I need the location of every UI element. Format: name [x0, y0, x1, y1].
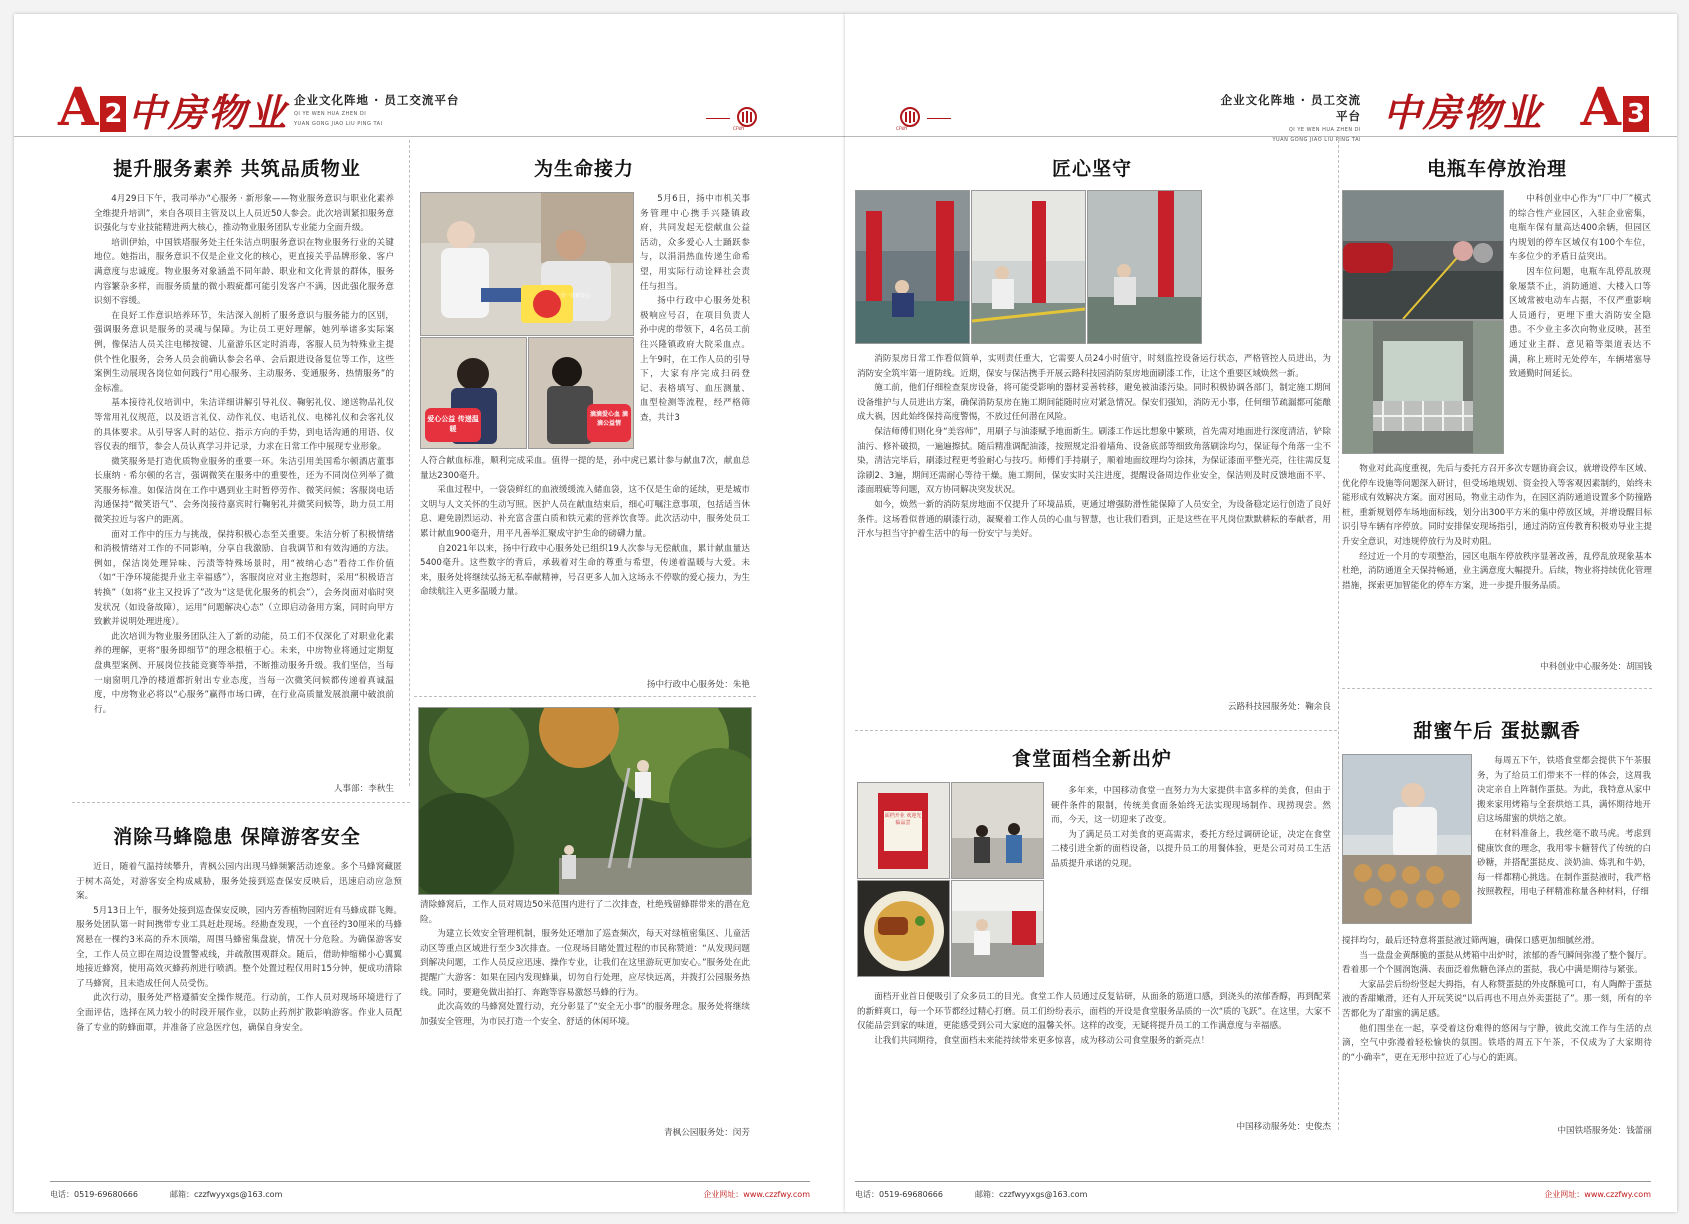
paragraph: 培训伊始，中国铁塔服务处主任朱洁点明服务意识在物业服务行业的关键地位。她指出，服务意识不仅是企业文化的核心，更直接关乎品牌形象、客户满意度与忠诚度。物业服务对象涵盖不同年龄、职业和文化背景的群体，服务内容繁杂多样，而服务质量的微小瑕疵都可能引发客户不满，因此强化服务意识刻不容缓。 [94, 237, 394, 307]
article-body-canteen [857, 990, 1331, 1048]
byline-relay: 扬中行政中心服务处：朱艳 [646, 680, 750, 690]
photo-ebike-parking-2 [1342, 320, 1504, 454]
paragraph: 因车位问题，电瓶车乱停乱放现象屡禁不止，消防通道、大楼入口等区域常被电动车占据，不仅严重影响人员通行，更埋下重大消防安全隐患。不少业主多次向物业反映，甚至通过业主群、意见箱等渠道表达不满，称上班时无处停车，车辆堵塞导致通勤时间延长。 [1509, 266, 1651, 380]
paragraph: 让我们共同期待，食堂面档未来能持续带来更多惊喜，成为移动公司食堂服务的新亮点！ [874, 1035, 1210, 1046]
column-divider [409, 140, 410, 786]
article-title-service: 提升服务素养 共筑品质物业 [113, 158, 361, 180]
page-number-mark [1580, 77, 1649, 138]
paragraph: 此次培训为物业服务团队注入了新的动能，员工们不仅深化了对职业化素养的理解，更将“服务即细节”的理念根植于心。未来，中房物业将通过定期复盘典型案例、开展岗位技能竞赛等举措，不断推动服务升级。我们坚信，当每一扇窗明几净的楼道都折射出专业态度，当每一次微笑问候都传递着真诚温度，中房物业必将以“心服务”赢得市场口碑，在行业高质量发展浪潮中破浪前行。 [94, 631, 394, 715]
article-title-relay: 为生命接力 [533, 158, 634, 180]
slogan-en-1: QI YE WEN HUA ZHEN DI [294, 111, 367, 117]
photo-sign-text: 一分一次献爱心 [555, 293, 591, 299]
masthead-rule [845, 136, 1677, 137]
company-logo-icon [897, 106, 923, 132]
paragraph: 搅拌均匀，最后还特意将蛋挞液过筛两遍，确保口感更加细腻丝滑。 [1342, 936, 1600, 946]
logo-caption: CFWY [896, 126, 908, 131]
byline-ebike: 中科创业中心服务处：胡国钱 [1540, 662, 1652, 672]
article-title-ebike: 电瓶车停放治理 [1426, 158, 1567, 180]
paragraph: 此次高效的马蜂窝处置行动，充分彰显了“安全无小事”的服务理念。服务处将继续加强安全管理，为市民打造一个安全、舒适的休闲环境。 [420, 1002, 750, 1027]
photo-pump-room-2 [971, 190, 1086, 344]
paragraph: 大家品尝后纷纷竖起大拇指，有人称赞蛋挞的外皮酥脆可口，有人陶醉于蛋挞液的香甜嫩滑，还有人开玩笑说“以后再也不用点外卖蛋挞了”。那一刻，所有的辛苦都化为了甜蜜的满足感。 [1342, 979, 1652, 1019]
paragraph: 在材料准备上，我丝毫不敢马虎。考虑到健康饮食的理念，我用零卡糖替代了传统的白砂糖，并搭配蛋挞皮、淡奶油、炼乳和牛奶，每一样都精心挑选。在制作蛋挞液时，我严格按照教程，用电子秤精准称量各种材料，仔细 [1477, 828, 1651, 898]
paragraph: 此次行动，服务处严格遵循安全操作规范。行动前，工作人员对现场环境进行了全面评估，选择在风力较小的时段开展作业，以防止药剂扩散影响游客。作业人员配备了专业的防蜂面罩，并准备了应急医疗包，确保自身安全。 [76, 993, 402, 1033]
article-body-craft [857, 352, 1331, 542]
article-title-craft: 匠心坚守 [1051, 158, 1132, 180]
section-divider [414, 696, 756, 697]
article-body-wasp-right [420, 898, 750, 1029]
photo-blood-donation-2 [420, 337, 527, 449]
photo-sign-text: 滴滴爱心血 滴滴公益情 [589, 411, 629, 427]
photo-pump-room-1 [855, 190, 970, 344]
article-title-wasp: 消除马蜂隐患 保障游客安全 [113, 826, 361, 848]
slogan-en-1: QI YE WEN HUA ZHEN DI [1288, 127, 1361, 133]
photo-sign-text: 面档开业 欢迎光临品尝 [884, 813, 922, 826]
footer-phone: 电话：0519-69680666 [855, 1190, 943, 1199]
photo-canteen-counter [951, 782, 1044, 879]
logo-caption: CFWY [733, 126, 745, 131]
article-title-canteen: 食堂面档全新出炉 [1011, 748, 1172, 770]
paragraph: 清除蜂窝后，工作人员对周边50米范围内进行了二次排查，杜绝残留蜂群带来的潜在危险。 [420, 900, 750, 925]
paragraph: 多年来，中国移动食堂一直努力为大家提供丰富多样的美食，但由于硬件条件的限制，传统美食面条始终无法实现现场制作、现捞现尝。然而，今天，这一切迎来了改变。 [1051, 786, 1331, 826]
paragraph: 他们围坐在一起，享受着这份难得的悠闲与宁静，彼此交流工作与生活的点滴，空气中弥漫着轻松愉快的氛围。铁塔的周五下午茶，不仅成为了大家期待的“小确幸”，更在无形中拉近了心与心的距离。 [1342, 1023, 1652, 1063]
paragraph: 为建立长效安全管理机制，服务处还增加了巡查频次，每天对绿植密集区、儿童活动区等重点区域进行至少3次排查。一位现场目睹处置过程的市民称赞道：“从发现问题到解决问题，工作人员反应迅速、操作专业，让我们在这里游玩更加安心。”服务处在此提醒广大游客：如果在园内发现蜂巢，切勿自行处理，应尽快远离，并拨打公园服务热线。同时，要避免做出拍打、奔跑等容易激怒马蜂的行为。 [420, 929, 750, 998]
photo-blood-donation-3 [528, 337, 634, 449]
article-body-ebike-side [1509, 192, 1651, 382]
footer-email: 邮箱：czzfwyyxgs@163.com [975, 1190, 1088, 1199]
page-a2 [14, 14, 846, 1212]
footer-a3 [855, 1181, 1651, 1204]
photo-sign-text: 爱心公益 传递温暖 [427, 415, 479, 433]
article-body-tea [1342, 934, 1652, 1065]
paragraph: 微笑服务是打造优质物业服务的重要一环。朱洁引用美国希尔顿酒店董事长康纳 · 希尔顿的名言，强调微笑在服务中的重要性，还为不同岗位列举了微笑服务标准。如保洁岗在工作中遇到业主时暂停劳作、微笑问候；客服岗电话沟通保持“微笑语气”、会务岗接待嘉宾时行鞠躬礼并微笑问候等，助力员工用微笑拉近与客户的距离。 [94, 456, 394, 526]
article-body-tea-side [1477, 754, 1651, 900]
paragraph: 人符合献血标准，顺利完成采血。值得一提的是，孙中虎已累计参与献血7次，献血总量达2300毫升。 [420, 456, 750, 481]
slogan-cn: 企业文化阵地 · 员工交流平台 [1220, 93, 1361, 123]
footer-email: 邮箱：czzfwyyxgs@163.com [170, 1190, 283, 1199]
footer-website[interactable]: 企业网址：www.czzfwy.com [703, 1190, 810, 1199]
paragraph: 采血过程中，一袋袋鲜红的血液缓缓流入储血袋，这不仅是生命的延续，更是城市文明与人文关怀的生动写照。医护人员在献血结束后，细心叮嘱注意事项，包括适当休息、避免剧烈运动、补充富含蛋白质和铁元素的营养饮食等。此次活动中，服务处员工累计献血900毫升，用平凡善举汇聚成守护生命的磅礴力量。 [420, 485, 750, 539]
paragraph: 当一盘盘金黄酥脆的蛋挞从烤箱中出炉时，浓郁的香气瞬间弥漫了整个餐厅。看着那一个个圆润饱满、表面泛着焦糖色泽点的蛋挞，我心中满是期待与紧张。 [1342, 950, 1652, 976]
photo-pump-room-3 [1087, 190, 1202, 344]
page-number: 3 [1623, 96, 1649, 132]
article-body-wasp-left [76, 860, 402, 1035]
slogan-cn: 企业文化阵地 · 员工交流平台 [294, 93, 460, 107]
company-logo-icon [734, 106, 760, 132]
paragraph: 5月13日上午，服务处接到巡查保安反映，园内芳香植物园附近有马蜂成群飞舞。服务处团队第一时间携带专业工具赶赴现场。经勘查发现，一个直径约30厘米的马蜂窝悬在一棵约3米高的乔木顶端，周围马蜂密集盘旋，情况十分危险。为确保游客安全，工作人员立即在周边设置警戒线，并疏散围观群众。随后，借助伸缩梯小心翼翼地接近蜂窝，使用高效灭蜂药剂进行喷洒。整个处置过程仅用时15分钟，便成功清除了马蜂窝，且未造成任何人员受伤。 [76, 905, 402, 989]
paragraph: 经过近一个月的专项整治，园区电瓶车停放秩序显著改善，乱停乱放现象基本杜绝，消防通道全天保持畅通，业主满意度大幅提升。后续，物业将持续优化管理措施，探索更加智能化的停车方案，进一步提升服务品质。 [1342, 551, 1652, 591]
paragraph: 5月6日，扬中市机关事务管理中心携手兴隆镇政府，共同发起无偿献血公益活动，众多爱心人士踊跃参与，以涓涓热血传递生命希望，用实际行动诠释社会责任与担当。 [640, 194, 750, 292]
page-a3 [845, 14, 1677, 1212]
photo-blood-donation-1 [420, 192, 634, 336]
paragraph: 消防泵房日常工作看似简单，实则责任重大，它需要人员24小时值守，时刻监控设备运行状态，严格管控人员进出，为消防安全筑牢第一道防线。近期，保安与保洁携手开展云路科技园消防泵房地面刷漆工作，让这个重要区域焕然一新。 [857, 354, 1331, 379]
paragraph: 自2021年以来，扬中行政中心服务处已组织19人次参与无偿献血，累计献血量达5400毫升。这些数字的背后，承载着对生命的尊重与希望，传递着温暖与大爱。未来，服务处将继续弘扬无私奉献精神，号召更多人加入这场永不停歇的爱心接力，为生命续航注入更多温暖力量。 [420, 543, 750, 598]
paragraph: 扬中行政中心服务处积极响应号召，在项目负责人孙中虎的带领下，4名员工前往兴隆镇政府大院采血点。上午9时，在工作人员的引导下，大家有序完成扫码登记、表格填写、血压测量、血型检测等流程，经严格筛查，共计3 [640, 296, 750, 423]
page-number-mark [58, 77, 126, 138]
paragraph: 近日，随着气温持续攀升，青枫公园内出现马蜂频繁活动迹象。多个马蜂窝藏匿于树木高处，对游客安全构成威胁，服务处接到巡查保安反映后，迅速启动应急预案。 [76, 862, 402, 902]
byline-craft: 云路科技园服务处：鞠余良 [1227, 702, 1331, 712]
slogan-en-2: YUAN GONG JIAO LIU PING TAI [1272, 137, 1361, 143]
footer-phone: 电话：0519-69680666 [50, 1190, 138, 1199]
byline-wasp: 青枫公园服务处：闵芳 [664, 1128, 750, 1138]
photo-canteen-kitchen [951, 880, 1044, 977]
brand-logo-text: 中房物业 [1383, 90, 1544, 135]
section-divider [72, 802, 410, 803]
section-divider [1342, 688, 1652, 689]
article-body-service [94, 192, 394, 717]
paragraph: 为了满足员工对美食的更高需求，委托方经过调研论证，决定在食堂二楼引进全新的面档设备，以提升员工的用餐体验，更是公司对员工生活品质提升承诺的兑现。 [1051, 829, 1331, 869]
byline-tea: 中国铁塔服务处：钱蕾丽 [1557, 1126, 1652, 1136]
masthead-rule [14, 136, 846, 137]
paragraph: 如今，焕然一新的消防泵房地面不仅提升了环境品质，更通过增强防滑性能保障了人员安全，为设备稳定运行创造了良好条件。这场看似普通的刷漆行动，凝聚着工作人员的心血与智慧，也让我们看到，正是这些在平凡岗位默默耕耘的奉献者，用汗水与担当守护着生活中的每一份安宁与美好。 [857, 499, 1331, 540]
byline-canteen: 中国移动服务处：史俊杰 [1236, 1122, 1331, 1132]
paragraph: 每周五下午，铁塔食堂都会提供下午茶服务，为了给员工们带来不一样的体会，这周我决定亲自上阵制作蛋挞。为此，我特意从家中搬来家用烤箱与全套烘焙工具，满怀期待地开启这场甜蜜的烘焙之旅。 [1477, 756, 1651, 825]
paragraph: 面档开业首日便吸引了众多员工的目光。食堂工作人员通过反复钻研，从面条的筋道口感，到浇头的浓郁香醇，再到配菜的新鲜爽口，每一个环节都经过精心打磨。员工们纷纷表示，面档的开设是食堂服务品质的一次“质的飞跃”。在这里，大家不仅能品尝到家的味道，更能感受到公司大家庭的温馨关怀。这样的改变，无疑将提升员工的工作满意度与幸福感。 [857, 992, 1331, 1032]
page-letter: A [1580, 77, 1621, 138]
byline-service: 人事部：李秋生 [333, 784, 394, 794]
column-divider [1338, 140, 1339, 1130]
paragraph: 在良好工作意识培养环节，朱洁深入剖析了服务意识与服务能力的区别，强调服务意识是服务的灵魂与保障。为让员工更好理解，她列举诸多实际案例，像保洁人员关注电梯按键、儿童游乐区定时消毒，客服人员为特殊业主提供个性化服务，会务人员会前确认参会名单、会后跟进设备复位等工作，这些案例生动展现各岗位如何践行“用心服务、主动服务、变通服务、热情服务”的金标准。 [94, 310, 394, 394]
article-body-canteen-side [1051, 784, 1331, 872]
article-body-relay [420, 454, 750, 600]
slogan [294, 92, 459, 128]
article-body-ebike [1342, 462, 1652, 593]
paragraph: 基本接待礼仪培训中，朱洁详细讲解引导礼仪、鞠躬礼仪、递送物品礼仪等常用礼仪规范，以及语言礼仪、动作礼仪、电话礼仪、电梯礼仪和会客礼仪的具体要求。从引导客人时的站位、指示方向的手势，到电话沟通的用语、仪容仪表的细节，参会人员认真学习并记录，力求在日常工作中展现专业形象。 [94, 398, 394, 453]
article-body-relay-side [640, 192, 750, 426]
paragraph: 面对工作中的压力与挑战，保持积极心态至关重要。朱洁分析了积极情绪和消极情绪对工作的不同影响，分享自我激励、自我调节和有效沟通的方法。例如，保洁岗处理异味、污渍等特殊场景时，用“被纳心态”看待工作价值（如“干净环境能提升业主幸福感”），客服岗应对业主抱怨时，采用“积极语言转换”（如将“业主又投诉了”改为“这是优化服务的机会”），会务岗面对临时突发状况（如设备故障），运用“问题解决心态”（立即启动备用方案，同时向甲方致歉并说明处理进度）。 [94, 529, 394, 628]
masthead-a2 [58, 78, 818, 140]
brand-logo-text: 中房物业 [128, 90, 289, 135]
section-divider [855, 730, 1337, 731]
photo-egg-tarts [1342, 754, 1472, 924]
paragraph: 施工前，他们仔细检查泵房设备，将可能受影响的器材妥善转移，避免被油漆污染。同时积极协调各部门，制定施工期间设备维护与人员进出方案，确保消防泵房在施工期间能随时应对紧急情况。保安们强知，消防无小事，任何细节疏漏都可能酿成大祸，因此始终保持高度警惕，不放过任何潜在风险。 [857, 383, 1331, 423]
paragraph: 物业对此高度重视，先后与委托方召开多次专题协商会议，就增设停车区域、优化停车设施等问题深入研讨，但受场地规划、资金投入等客观因素制约，始终未能形成有效解决方案。面对困局，物业主动作为，在园区消防通道设置多个防撞路桩，重新规划停车场地面标线，划分出300平方米的集中停放区域，并增设醒目标识引导车辆有序停放。同时安排保安现场指引，通过消防宣传教育积极劝导业主提升安全意识，对违规停放行为及时劝阻。 [1342, 464, 1652, 547]
photo-noodle-dish [857, 880, 950, 977]
footer-a2 [50, 1181, 810, 1204]
article-title-tea: 甜蜜午后 蛋挞飘香 [1413, 720, 1581, 742]
page-letter: A [58, 77, 99, 138]
photo-ebike-parking-1 [1342, 190, 1504, 320]
photo-wasp-removal [418, 707, 752, 895]
masthead-a3 [889, 77, 1649, 143]
footer-website[interactable]: 企业网址：www.czzfwy.com [1544, 1190, 1651, 1199]
paragraph: 中科创业中心作为“厂中厂”模式的综合性产业园区，入驻企业密集，电瓶车保有量高达400余辆，但园区内规划的停车区域仅有100个车位，车多位少的矛盾日益突出。 [1509, 194, 1651, 263]
photo-canteen-sign [857, 782, 950, 879]
paragraph: 4月29日下午，我司举办“心服务 · 新形象——物业服务意识与职业化素养全维提升培训”，来自各项目主管及以上人员近50人参会。此次培训紧扣服务意识强化与专业技能精进两大核心，推动物业服务团队专业能力全面升级。 [94, 194, 394, 234]
slogan-en-2: YUAN GONG JIAO LIU PING TAI [294, 121, 383, 127]
paragraph: 保洁师傅们则化身“美容师”，用刷子与油漆赋予地面新生。刷漆工作远比想象中繁琐，首先需对地面进行深度清洁，铲除油污、修补破损，一遍遍擦拭。随后精准调配油漆，按照规定沿着墙角、设备底部等细致角落刷涂均匀，保证每个角落一尘不染，清洁完毕后，刷漆过程更考验耐心与技巧。师傅们手持刷子，顺着地面纹理均匀涂抹，为保证漆面平整光亮，往往需反复涂刷2、3遍，期间还需耐心等待干燥。施工期间，保安实时关注进度，提醒设备周边作业安全，保洁则及时反馈地面不平、漆面瑕疵等问题，双方协同解决突发状况。 [857, 426, 1331, 496]
page-number: 2 [100, 96, 126, 132]
